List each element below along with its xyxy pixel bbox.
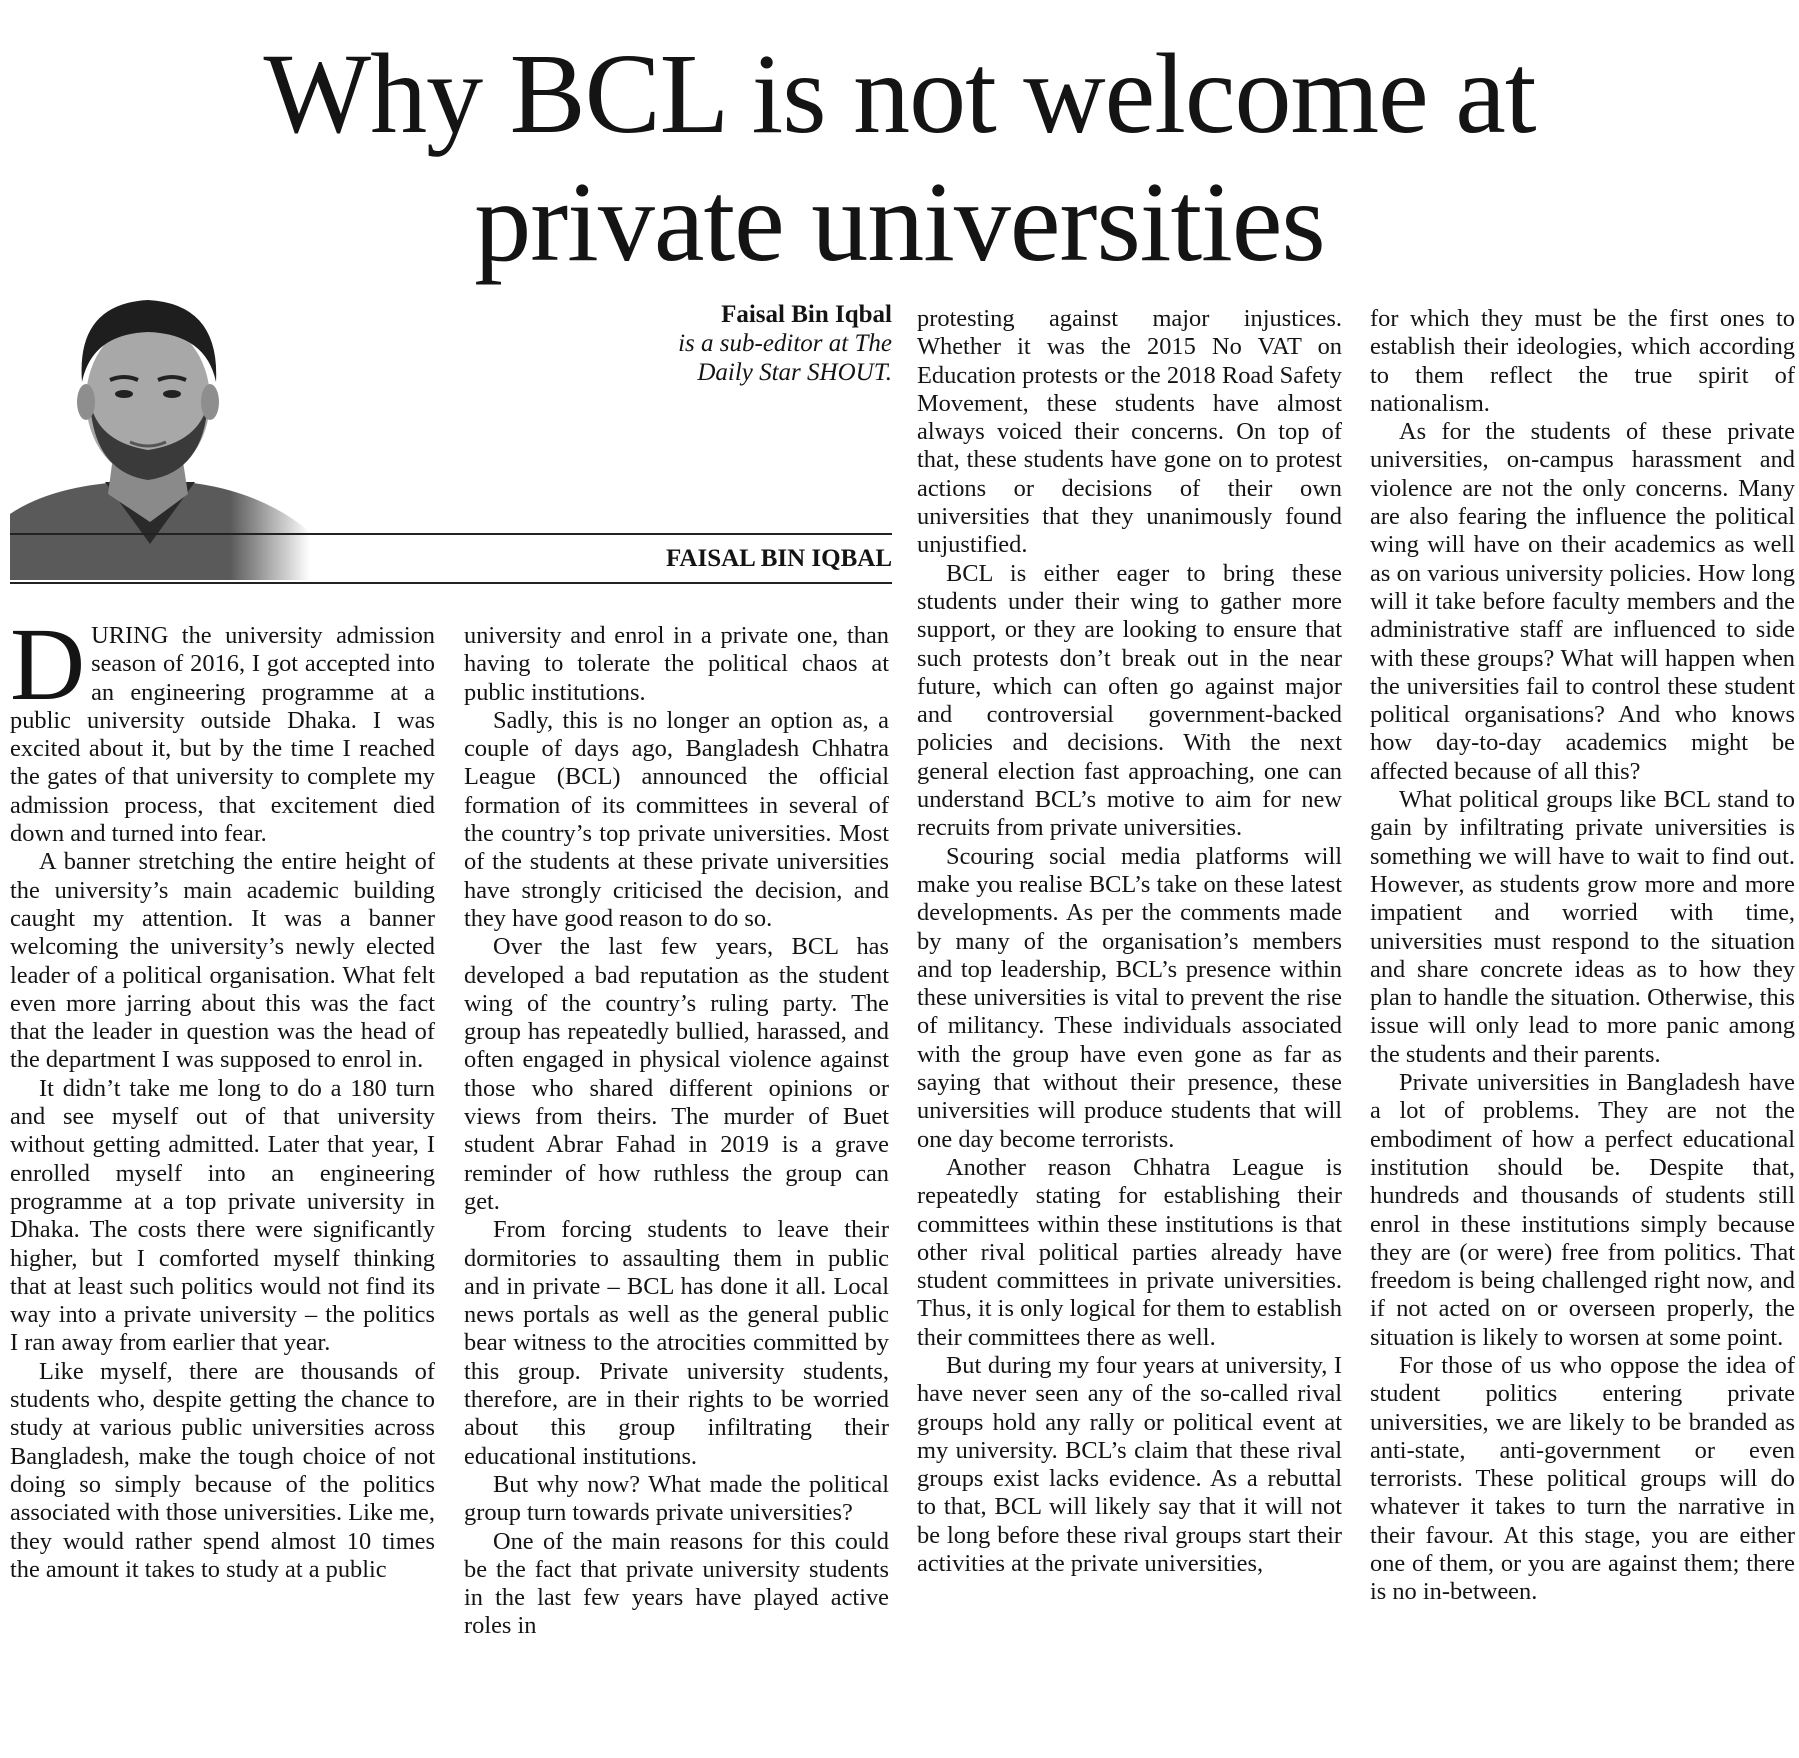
article-paragraph: BCL is either eager to bring these students under their wing to gather more support, or they are looking to ensure that such protests don’t break out in the near future, which can often go against major and controversial government-backed policies and decisions. With the next general election fast approaching, one can understand BCL’s motive to aim for new recruits from private universities. <box>917 559 1342 842</box>
article-paragraph: A banner stretching the entire height of the university’s main academic building caught my attention. It was a banner welcoming the university’s newly elected leader of a political organisation. What felt even more jarring about this was the fact that the leader in question was the head of the department I was supposed to enrol in. <box>10 848 435 1074</box>
article-paragraph: One of the main reasons for this could be the fact that private university students in the last few years have played active roles in <box>464 1527 889 1640</box>
article-column-1 <box>10 607 435 1584</box>
headline-line-1: Why BCL is not welcome at <box>263 30 1536 157</box>
author-name: Faisal Bin Iqbal <box>721 301 892 328</box>
article-column-4 <box>1370 305 1795 1607</box>
drop-cap: D <box>10 607 86 722</box>
article-paragraph: Like myself, there are thousands of students who, despite getting the chance to study at various public universities across Bangladesh, make the tough choice of not doing so simply because of the politics associated with those universities. Like me, they would rather spend almost 10 times the amount it takes to study at a public <box>10 1357 435 1583</box>
article-paragraph: As for the students of these private universities, on-campus harassment and violence are not the only concerns. Many are also fearing the influence the political wing will have on their academics as well as on various university policies. How long will it take before faculty members and the administrative staff are influenced to side with these groups? What will happen when the universities fail to control these student political organisations? And who knows how day-to-day academics might be affected because of all this? <box>1370 418 1795 785</box>
article-paragraph: Scouring social media platforms will make you realise BCL’s take on these latest developments. As per the comments made by many of the organisation’s members and top leadership, BCL’s presence within these universities is vital to prevent the rise of militancy. These individuals associated with the group have even gone as far as saying that without their presence, these universities will produce students that will one day become terrorists. <box>917 842 1342 1153</box>
author-role-line-2: Daily Star SHOUT. <box>697 359 892 386</box>
article-paragraph: Over the last few years, BCL has developed a bad reputation as the student wing of the country’s ruling party. The group has repeatedly bullied, harassed, and often engaged in physical violence against those who shared different opinions or views from theirs. The murder of Buet student Abrar Fahad in 2019 is a grave reminder of how ruthless the group can get. <box>464 933 889 1215</box>
article-paragraph: Sadly, this is no longer an option as, a couple of days ago, Bangladesh Chhatra League (BCL) announced the official formation of its committees in several of the country’s top private universities. Most of the students at these private universities have strongly criticised the decision, and they have good reason to do so. <box>464 706 889 932</box>
author-byline <box>320 300 892 387</box>
divider-bottom <box>10 582 892 584</box>
article-column-2 <box>464 622 889 1641</box>
article-paragraph: But why now? What made the political group turn towards private universities? <box>464 1470 889 1527</box>
article-paragraph: Private universities in Bangladesh have a lot of problems. They are not the embodiment of how a perfect educational institution should be. Despite that, hundreds and thousands of students still enrol in these institutions simply because they are (or were) free from politics. That freedom is being challenged right now, and if not acted on or overseen properly, the situation is likely to worsen at some point. <box>1370 1069 1795 1351</box>
article-paragraph: What political groups like BCL stand to gain by infiltrating private universities is something we will have to wait to find out. However, as students grow more and more impatient and worried with time, universities must respond to the situation and share concrete ideas as to how they plan to handle the situation. Otherwise, this issue will only lead to more panic among the students and their parents. <box>1370 786 1795 1068</box>
author-photo <box>10 282 310 580</box>
headline-line-2: private universities <box>474 158 1325 285</box>
article-paragraph: For those of us who oppose the idea of student politics entering private universities, we are likely to be branded as anti-state, anti-government or even terrorists. These political groups will do whatever it takes to turn the narrative in their favour. At this stage, you are either one of them, or you are against them; there is no in-between. <box>1370 1351 1795 1606</box>
article-paragraph: for which they must be the first ones to establish their ideologies, which according to them reflect the true spirit of nationalism. <box>1370 305 1795 417</box>
article-paragraph: From forcing students to leave their dormitories to assaulting them in public and in private – BCL has done it all. Local news portals as well as the general public bear witness to the atrocities committed by this group. Private university students, therefore, are in their rights to be worried about this group infiltrating their educational institutions. <box>464 1216 889 1470</box>
photo-credit: FAISAL BIN IQBAL <box>666 545 892 572</box>
article-paragraph: protesting against major injustices. Whether it was the 2015 No VAT on Education protests or the 2018 Road Safety Movement, these students have almost always voiced their concerns. On top of that, these students have gone on to protest actions or decisions of their own universities that they unanimously found unjustified. <box>917 305 1342 559</box>
paragraph-text: URING the university admission season of 2016, I got accepted into an engineering programme at a public university outside Dhaka. I was excited about it, but by the time I reached the gates of that university to complete my admission process, that excitement died down and turned into fear. <box>10 622 435 848</box>
article-paragraph <box>10 607 435 848</box>
divider-top <box>10 533 892 535</box>
article-paragraph: It didn’t take me long to do a 180 turn and see myself out of that university without getting admitted. Later that year, I enrolled myself into an engineering programme at a top private university in Dhaka. The costs there were significantly higher, but I comforted myself thinking that at least such politics would not find its way into a private university – the politics I ran away from earlier that year. <box>10 1074 435 1357</box>
article-paragraph: university and enrol in a private one, than having to tolerate the political chaos at public institutions. <box>464 622 889 706</box>
author-role-line-1: is a sub-editor at The <box>678 330 892 357</box>
article-column-3 <box>917 305 1342 1578</box>
author-portrait-icon <box>10 282 310 580</box>
article-paragraph: But during my four years at university, I have never seen any of the so-called rival groups hold any rally or political event at my university. BCL’s claim that these rival groups exist lacks evidence. As a rebuttal to that, BCL will likely say that it will not be long before these rival groups start their activities at the private universities, <box>917 1351 1342 1578</box>
article-paragraph: Another reason Chhatra League is repeatedly stating for establishing their committees within these institutions is that other rival political parties already have student committees in private universities. Thus, it is only logical for them to establish their committees there as well. <box>917 1153 1342 1351</box>
